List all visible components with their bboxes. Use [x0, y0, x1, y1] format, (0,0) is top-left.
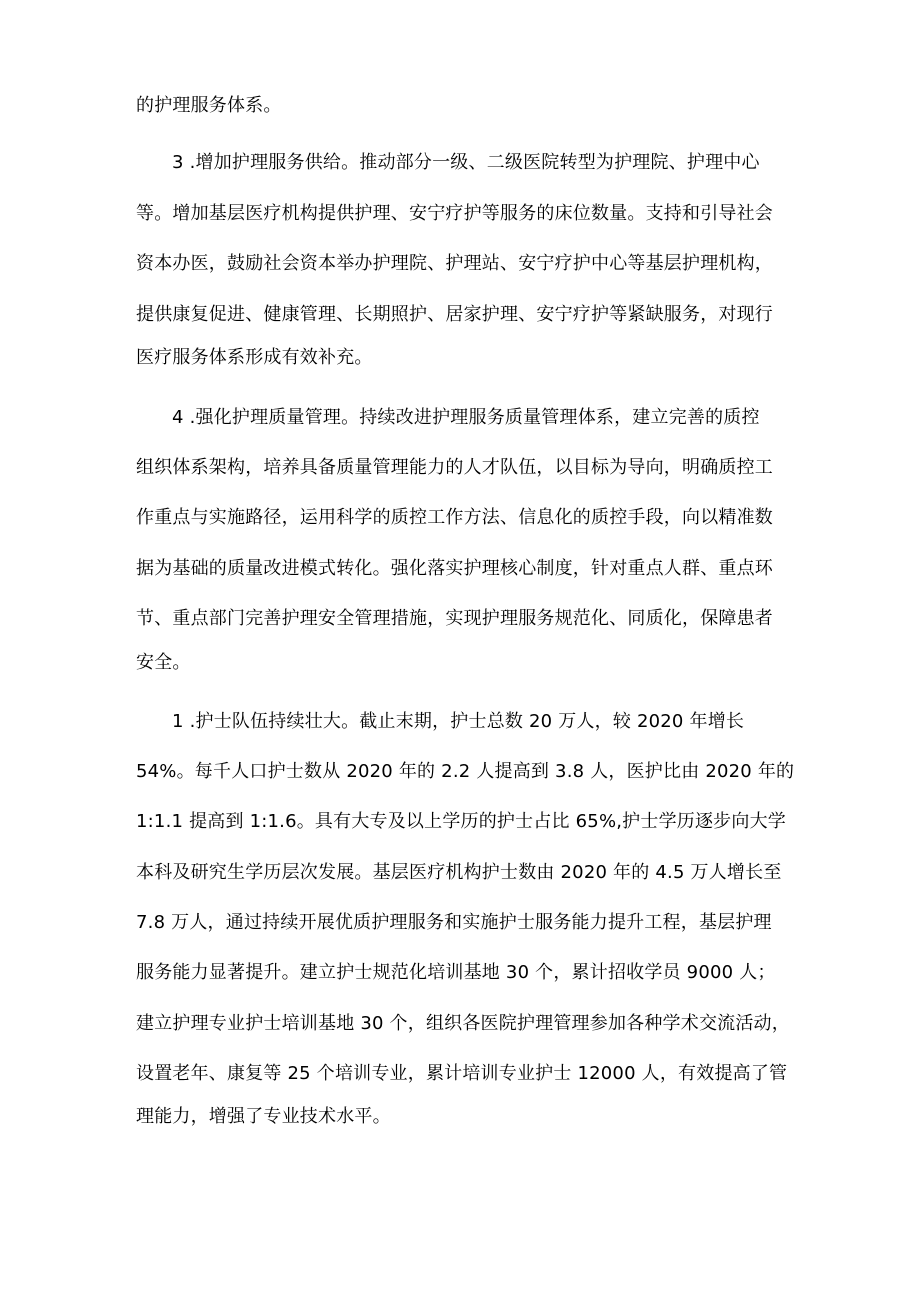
paragraph-line: 安全。 — [136, 652, 191, 673]
paragraph-line: 作重点与实施路径，运用科学的质控工作方法、信息化的质控手段，向以精准数 — [136, 507, 773, 528]
paragraph-line: 资本办医，鼓励社会资本举办护理院、护理站、安宁疗护中心等基层护理机构， — [136, 253, 773, 274]
paragraph-line: 本科及研究生学历层次发展。基层医疗机构护士数由 2020 年的 4.5 万人增长至 — [136, 862, 782, 883]
paragraph-line: 组织体系架构，培养具备质量管理能力的人才队伍，以目标为导向，明确质控工 — [136, 457, 773, 478]
paragraph-line: 服务能力显著提升。建立护士规范化培训基地 30 个，累计招收学员 9000 人； — [136, 962, 776, 983]
paragraph-line: 1:1.1 提高到 1:1.6。具有大专及以上学历的护士占比 65%,护士学历逐步向大学 — [136, 811, 786, 832]
paragraph-line: 医疗服务体系形成有效补充。 — [136, 347, 373, 368]
paragraph-line: 节、重点部门完善护理安全管理措施，实现护理服务规范化、同质化，保障患者 — [136, 608, 773, 629]
paragraph-line: 理能力，增强了专业技术水平。 — [136, 1106, 391, 1127]
paragraph-line: 的护理服务体系。 — [136, 95, 282, 116]
paragraph-line: 据为基础的质量改进模式转化。强化落实护理核心制度，针对重点人群、重点环 — [136, 558, 773, 579]
paragraph-line: 建立护理专业护士培训基地 30 个，组织各医院护理管理参加各种学术交流活动， — [136, 1013, 790, 1034]
paragraph-line: 4 .强化护理质量管理。持续改进护理服务质量管理体系，建立完善的质控 — [172, 407, 760, 428]
paragraph-line: 等。增加基层医疗机构提供护理、安宁疗护等服务的床位数量。支持和引导社会 — [136, 203, 773, 224]
paragraph-line: 设置老年、康复等 25 个培训专业，累计培训专业护士 12000 人，有效提高了管 — [136, 1063, 788, 1084]
paragraph-line: 1 .护士队伍持续壮大。截止末期，护士总数 20 万人，较 2020 年增长 — [172, 711, 745, 732]
paragraph-line: 7.8 万人，通过持续开展优质护理服务和实施护士服务能力提升工程，基层护理 — [136, 912, 772, 933]
paragraph-line: 54%。每千人口护士数从 2020 年的 2.2 人提高到 3.8 人，医护比由 2020 年的 — [136, 761, 795, 782]
paragraph-line: 3 .增加护理服务供给。推动部分一级、二级医院转型为护理院、护理中心 — [172, 152, 760, 173]
paragraph-line: 提供康复促进、健康管理、长期照护、居家护理、安宁疗护等紧缺服务，对现行 — [136, 304, 773, 325]
